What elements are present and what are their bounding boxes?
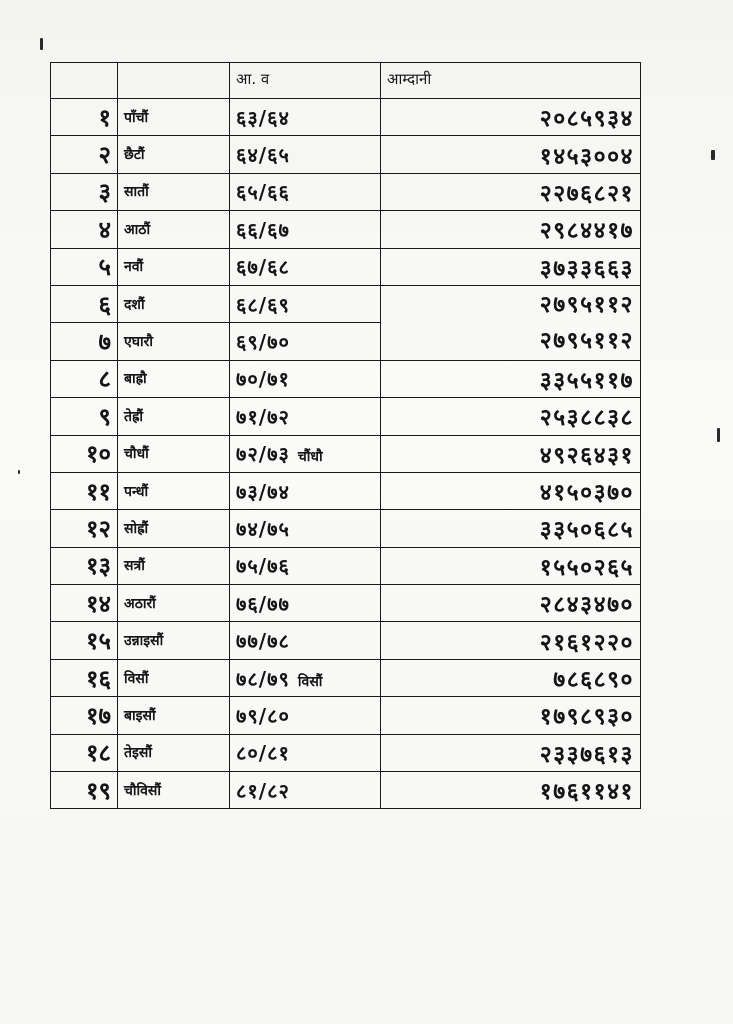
row-number: ११: [51, 472, 118, 509]
table-row: [51, 173, 641, 210]
fiscal-year-value: ८१/८२: [236, 778, 290, 803]
row-number: १६: [51, 659, 118, 696]
fiscal-year-value: ७७/७८: [236, 629, 290, 654]
row-number: १३: [51, 547, 118, 584]
row-name: तेह्रौं: [118, 398, 230, 435]
row-number: ३: [51, 173, 118, 210]
row-number: १२: [51, 510, 118, 547]
fiscal-year-value: ७५/७६: [236, 554, 290, 579]
table-row: [51, 510, 641, 547]
row-income: ३७३३६६३: [381, 248, 641, 285]
row-income: २८४३४७०: [381, 585, 641, 622]
handwritten-note: चौंधौ: [297, 449, 323, 466]
row-name: पन्धौं: [118, 472, 230, 509]
row-income: २१६१२२०: [381, 622, 641, 659]
header-fiscal-year: आ. व: [230, 63, 381, 99]
row-name: तेइसौं: [118, 734, 230, 771]
row-income: [381, 285, 641, 360]
row-name: सोह्रौं: [118, 510, 230, 547]
income-ledger-table: [50, 62, 641, 809]
row-income: ३३५५११७: [381, 360, 641, 397]
header-name: [118, 63, 230, 99]
table-row: [51, 659, 641, 696]
row-name: छैटौं: [118, 136, 230, 173]
row-fiscal-year: [230, 99, 381, 136]
row-name: सत्रौं: [118, 547, 230, 584]
row-fiscal-year: [230, 734, 381, 771]
page-speck: [717, 428, 720, 442]
row-name: दशौं: [118, 285, 230, 322]
row-number: १४: [51, 585, 118, 622]
fiscal-year-value: ६६/६७: [236, 217, 290, 242]
table-row: [51, 472, 641, 509]
header-number: [51, 63, 118, 99]
row-fiscal-year: [230, 510, 381, 547]
row-name: उन्नाइसौं: [118, 622, 230, 659]
row-name: विसौं: [118, 659, 230, 696]
row-number: ४: [51, 211, 118, 248]
table-row: [51, 211, 641, 248]
row-number: १७: [51, 697, 118, 734]
table-row: [51, 585, 641, 622]
table-row: [51, 622, 641, 659]
row-fiscal-year: [230, 173, 381, 210]
row-fiscal-year: [230, 360, 381, 397]
row-name: सातौं: [118, 173, 230, 210]
row-income: १७६११४१: [381, 772, 641, 809]
fiscal-year-value: ७३/७४: [236, 479, 290, 504]
table-row: [51, 360, 641, 397]
row-income: ३३५०६८५: [381, 510, 641, 547]
row-number: १५: [51, 622, 118, 659]
row-fiscal-year: [230, 659, 381, 696]
row-income: १५५०२६५: [381, 547, 641, 584]
row-fiscal-year: [230, 472, 381, 509]
row-fiscal-year: [230, 136, 381, 173]
row-fiscal-year: [230, 585, 381, 622]
fiscal-year-value: ६५/६६: [236, 180, 290, 205]
row-number: ८: [51, 360, 118, 397]
fiscal-year-value: ७८/७९: [236, 666, 290, 691]
income-value: २७९५११२: [539, 291, 634, 318]
page-speck: [18, 470, 20, 474]
table-row: [51, 734, 641, 771]
row-number: १८: [51, 734, 118, 771]
row-income: २५३८८३८: [381, 398, 641, 435]
fiscal-year-value: ६७/६८: [236, 255, 290, 280]
row-fiscal-year: [230, 211, 381, 248]
fiscal-year-value: ७९/८०: [236, 703, 290, 728]
handwritten-note: विसौं: [297, 673, 323, 690]
row-number: ७: [51, 323, 118, 360]
table-row: [51, 99, 641, 136]
row-name: चौविसौं: [118, 772, 230, 809]
row-income: ७८६८९०: [381, 659, 641, 696]
table-row: [51, 136, 641, 173]
table-row: [51, 248, 641, 285]
fiscal-year-value: ७६/७७: [236, 591, 290, 616]
table-row: [51, 398, 641, 435]
table-header-row: [51, 63, 641, 99]
row-name: एघारौ: [118, 323, 230, 360]
row-number: ९: [51, 398, 118, 435]
row-number: ६: [51, 285, 118, 322]
row-name: पाँचौं: [118, 99, 230, 136]
fiscal-year-value: ६३/६४: [236, 105, 290, 130]
row-fiscal-year: [230, 285, 381, 322]
row-income: ४९२६४३१: [381, 435, 641, 472]
row-income: २९८४४१७: [381, 211, 641, 248]
row-number: १: [51, 99, 118, 136]
fiscal-year-value: ६८/६९: [236, 292, 290, 317]
row-fiscal-year: [230, 323, 381, 360]
row-number: १९: [51, 772, 118, 809]
row-income: २३३७६१३: [381, 734, 641, 771]
table-row: [51, 772, 641, 809]
table-row: [51, 435, 641, 472]
row-name: अठारौं: [118, 585, 230, 622]
row-number: ५: [51, 248, 118, 285]
row-fiscal-year: [230, 622, 381, 659]
header-income: आम्दानी: [381, 63, 641, 99]
table-row: [51, 697, 641, 734]
row-name: बाइसौं: [118, 697, 230, 734]
row-fiscal-year: [230, 772, 381, 809]
page-speck: [711, 150, 715, 160]
fiscal-year-value: ७२/७३: [236, 442, 290, 467]
row-fiscal-year: [230, 248, 381, 285]
fiscal-year-value: ८०/८१: [236, 741, 290, 766]
row-fiscal-year: [230, 547, 381, 584]
row-income: २२७६८२१: [381, 173, 641, 210]
table-row: [51, 285, 641, 322]
row-income: ४१५०३७०: [381, 472, 641, 509]
row-number: १०: [51, 435, 118, 472]
fiscal-year-value: ७४/७५: [236, 516, 290, 541]
row-name: नवौं: [118, 248, 230, 285]
fiscal-year-value: ६९/७०: [236, 330, 290, 355]
row-name: चौधौं: [118, 435, 230, 472]
row-fiscal-year: [230, 398, 381, 435]
table-row: [51, 547, 641, 584]
row-name: बाह्रौ: [118, 360, 230, 397]
fiscal-year-value: ७१/७२: [236, 404, 290, 429]
row-name: आठौं: [118, 211, 230, 248]
row-income: २०८५९३४: [381, 99, 641, 136]
row-income: १४५३००४: [381, 136, 641, 173]
row-fiscal-year: [230, 697, 381, 734]
fiscal-year-value: ७०/७१: [236, 367, 290, 392]
row-income: १७९८९३०: [381, 697, 641, 734]
income-value: २७९५११२: [539, 327, 634, 354]
fiscal-year-value: ६४/६५: [236, 143, 290, 168]
row-fiscal-year: [230, 435, 381, 472]
page-speck: [40, 38, 43, 50]
row-number: २: [51, 136, 118, 173]
